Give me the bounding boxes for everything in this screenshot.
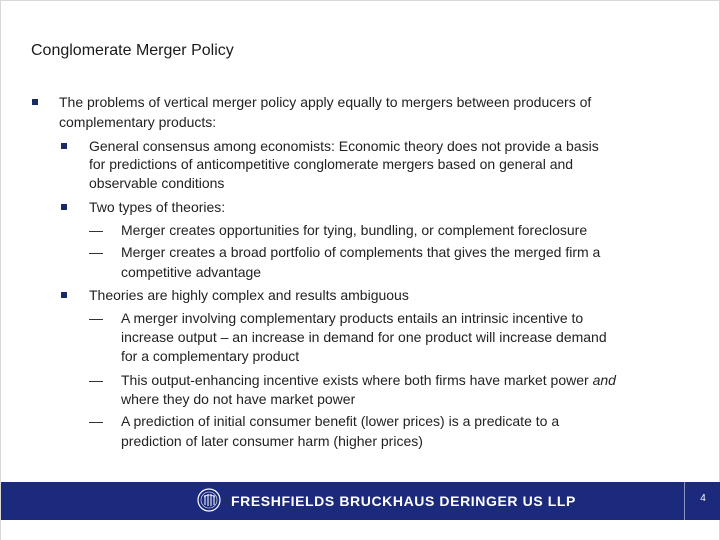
footer-divider <box>684 482 685 520</box>
bullet-text: The problems of vertical merger policy apply equally to mergers between producers of <box>59 94 592 110</box>
dash-item-text: increase output – an increase in demand for one product will increase demand <box>121 329 607 345</box>
bullet-text: complementary products: <box>59 114 217 130</box>
dash-bullet: — <box>89 372 103 388</box>
dash-item-text: A merger involving complementary products entails an intrinsic incentive to <box>121 310 584 326</box>
dash-item-text: for a complementary product <box>121 348 300 364</box>
sub-bullet-text: Two types of theories: <box>89 199 226 215</box>
firm-seal-icon <box>197 488 221 512</box>
square-bullet-icon <box>61 143 67 149</box>
dash-item-text <box>121 370 616 390</box>
dash-item-text: where they do not have market power <box>121 391 356 407</box>
sub-bullet-text: observable conditions <box>89 175 225 191</box>
dash-item-text: Merger creates opportunities for tying, bundling, or complement foreclosure <box>121 222 588 238</box>
dash-bullet: — <box>89 222 103 238</box>
dash-item-text: competitive advantage <box>121 264 262 280</box>
dash-bullet: — <box>89 413 103 429</box>
square-bullet-icon <box>32 99 38 105</box>
slide-title: Conglomerate Merger Policy <box>31 42 234 59</box>
sub-bullet-text: for predictions of anticompetitive conglomerate mergers based on general and <box>89 156 574 172</box>
sub-bullet-text: Theories are highly complex and results ambiguous <box>89 287 409 303</box>
square-bullet-icon <box>61 292 67 298</box>
dash-item-text: Merger creates a broad portfolio of complements that gives the merged firm a <box>121 244 601 260</box>
square-bullet-icon <box>61 204 67 210</box>
dash-bullet: — <box>89 244 103 260</box>
dash-item-text: prediction of later consumer harm (higher prices) <box>121 433 423 449</box>
page-number: 4 <box>700 493 706 504</box>
dash-item-text: A prediction of initial consumer benefit (lower prices) is a predicate to a <box>121 413 560 429</box>
dash-item-text-main: This output-enhancing incentive exists where both firms have market power <box>121 372 589 388</box>
emphasis-text: and <box>592 372 616 388</box>
firm-name: FRESHFIELDS BRUCKHAUS DERINGER US LLP <box>231 493 576 509</box>
dash-bullet: — <box>89 310 103 326</box>
sub-bullet-text: General consensus among economists: Economic theory does not provide a basis <box>89 138 599 154</box>
